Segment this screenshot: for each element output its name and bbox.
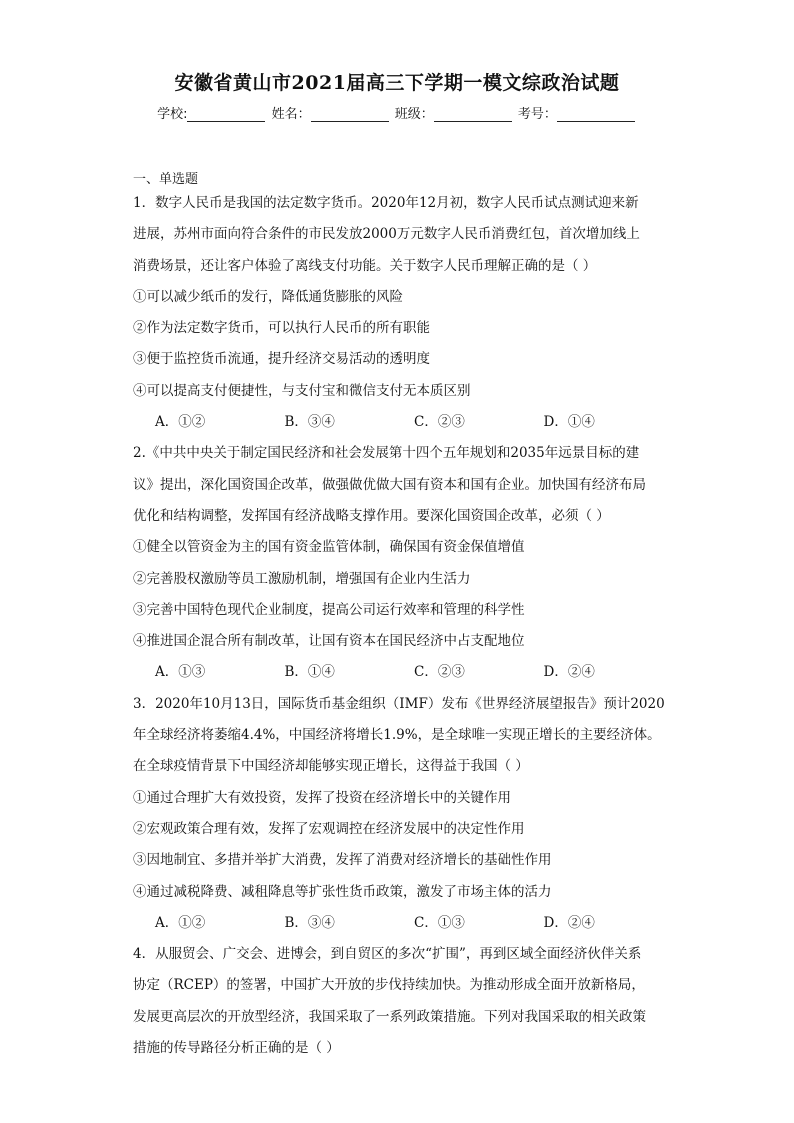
- student-info-line: [0, 103, 794, 122]
- question-3: [133, 689, 673, 939]
- statement-item: ④推进国企混合所有制改革，让国有资本在国民经济中占支配地位: [133, 633, 525, 650]
- statement-item: ①健全以管资金为主的国有资金监管体制，确保国有资金保值增值: [133, 539, 525, 556]
- question-stem-line: 3．2020年10月13日，国际货币基金组织（IMF）发布《世界经济展望报告》预计2020: [133, 695, 665, 712]
- answer-options: [133, 657, 673, 688]
- question-stem-line: 发展更高层次的开放型经济，我国采取了一系列政策措施。下列对我国采取的相关政策: [133, 1008, 646, 1025]
- question-stem-line: 措施的传导路径分析正确的是（ ）: [133, 1040, 340, 1057]
- question-stem-line: 4．从服贸会、广交会、进博会，到自贸区的多次“扩围”，再到区域全面经济伙伴关系: [133, 946, 642, 963]
- statement-item: ④可以提高支付便捷性，与支付宝和微信支付无本质区别: [133, 382, 471, 399]
- question-stem-line: 议》提出，深化国资国企改革，做强做优做大国有资本和国有企业。加快国有经济布局: [133, 476, 646, 493]
- answer-option-d[interactable]: D．①④: [543, 414, 595, 431]
- question-stem-line: 年全球经济将萎缩4.4%，中国经济将增长1.9%，是全球唯一实现正增长的主要经济体。: [133, 727, 661, 744]
- answer-option-b[interactable]: B．③④: [284, 914, 335, 931]
- question-stem-line: 协定（RCEP）的签署，中国扩大开放的步伐持续加快。为推动形成全面开放新格局，: [133, 977, 645, 994]
- answer-option-a[interactable]: A．①②: [155, 414, 206, 431]
- question-list: [133, 188, 673, 1064]
- question-stem-line: 进展，苏州市面向符合条件的市民发放2000万元数字人民币消费红包，首次增加线上: [133, 226, 640, 243]
- question-stem-line: 优化和结构调整，发挥国有经济战略支撑作用。要深化国资国企改革，必须（ ）: [133, 507, 610, 524]
- answer-option-d[interactable]: D．②④: [543, 914, 595, 931]
- section-heading: 一、单选题: [133, 172, 199, 187]
- question-stem-line: 2.《中共中央关于制定国民经济和社会发展第十四个五年规划和2035年远景目标的建: [133, 445, 640, 462]
- answer-option-c[interactable]: C．①③: [414, 914, 465, 931]
- school-blank[interactable]: [187, 107, 265, 122]
- statement-item: ①可以减少纸币的发行，降低通货膨胀的风险: [133, 288, 403, 305]
- statement-item: ②作为法定数字货币，可以执行人民币的所有职能: [133, 320, 430, 337]
- number-blank[interactable]: [557, 107, 635, 122]
- question-stem-line: 消费场景，还让客户体验了离线支付功能。关于数字人民币理解正确的是（ ）: [133, 257, 597, 274]
- answer-option-c[interactable]: C．②③: [414, 414, 465, 431]
- answer-option-a[interactable]: A．①③: [155, 664, 206, 681]
- class-blank[interactable]: [434, 107, 512, 122]
- answer-option-d[interactable]: D．②④: [543, 664, 595, 681]
- question-stem-line: 1．数字人民币是我国的法定数字货币。2020年12月初，数字人民币试点测试迎来新: [133, 195, 639, 211]
- answer-option-c[interactable]: C．②③: [414, 664, 465, 681]
- question-stem-line: 在全球疫情背景下中国经济却能够实现正增长，这得益于我国（ ）: [133, 758, 529, 775]
- answer-options: [133, 908, 673, 939]
- answer-option-b[interactable]: B．③④: [284, 414, 335, 431]
- statement-item: ④通过减税降费、减租降息等扩张性货币政策，激发了市场主体的活力: [133, 883, 552, 900]
- class-label: 班级：: [394, 107, 434, 122]
- name-blank[interactable]: [311, 107, 389, 122]
- answer-options: [133, 407, 673, 438]
- number-label: 考号：: [517, 107, 557, 122]
- statement-item: ③完善中国特色现代企业制度，提高公司运行效率和管理的科学性: [133, 601, 525, 618]
- name-label: 姓名：: [271, 107, 311, 122]
- statement-item: ①通过合理扩大有效投资，发挥了投资在经济增长中的关键作用: [133, 789, 511, 806]
- exam-title: 安徽省黄山市2021届高三下学期一模文综政治试题: [174, 72, 620, 94]
- answer-option-b[interactable]: B．①④: [284, 664, 335, 681]
- answer-option-a[interactable]: A．①②: [155, 914, 206, 931]
- statement-item: ③便于监控货币流通，提升经济交易活动的透明度: [133, 351, 430, 368]
- school-label: 学校:: [157, 107, 188, 122]
- statement-item: ③因地制宜、多措并举扩大消费，发挥了消费对经济增长的基础性作用: [133, 852, 552, 869]
- statement-item: ②宏观政策合理有效，发挥了宏观调控在经济发展中的决定性作用: [133, 820, 525, 837]
- question-2: [133, 438, 673, 688]
- question-1: [133, 188, 673, 438]
- question-4: [133, 939, 673, 1064]
- statement-item: ②完善股权激励等员工激励机制，增强国有企业内生活力: [133, 570, 471, 587]
